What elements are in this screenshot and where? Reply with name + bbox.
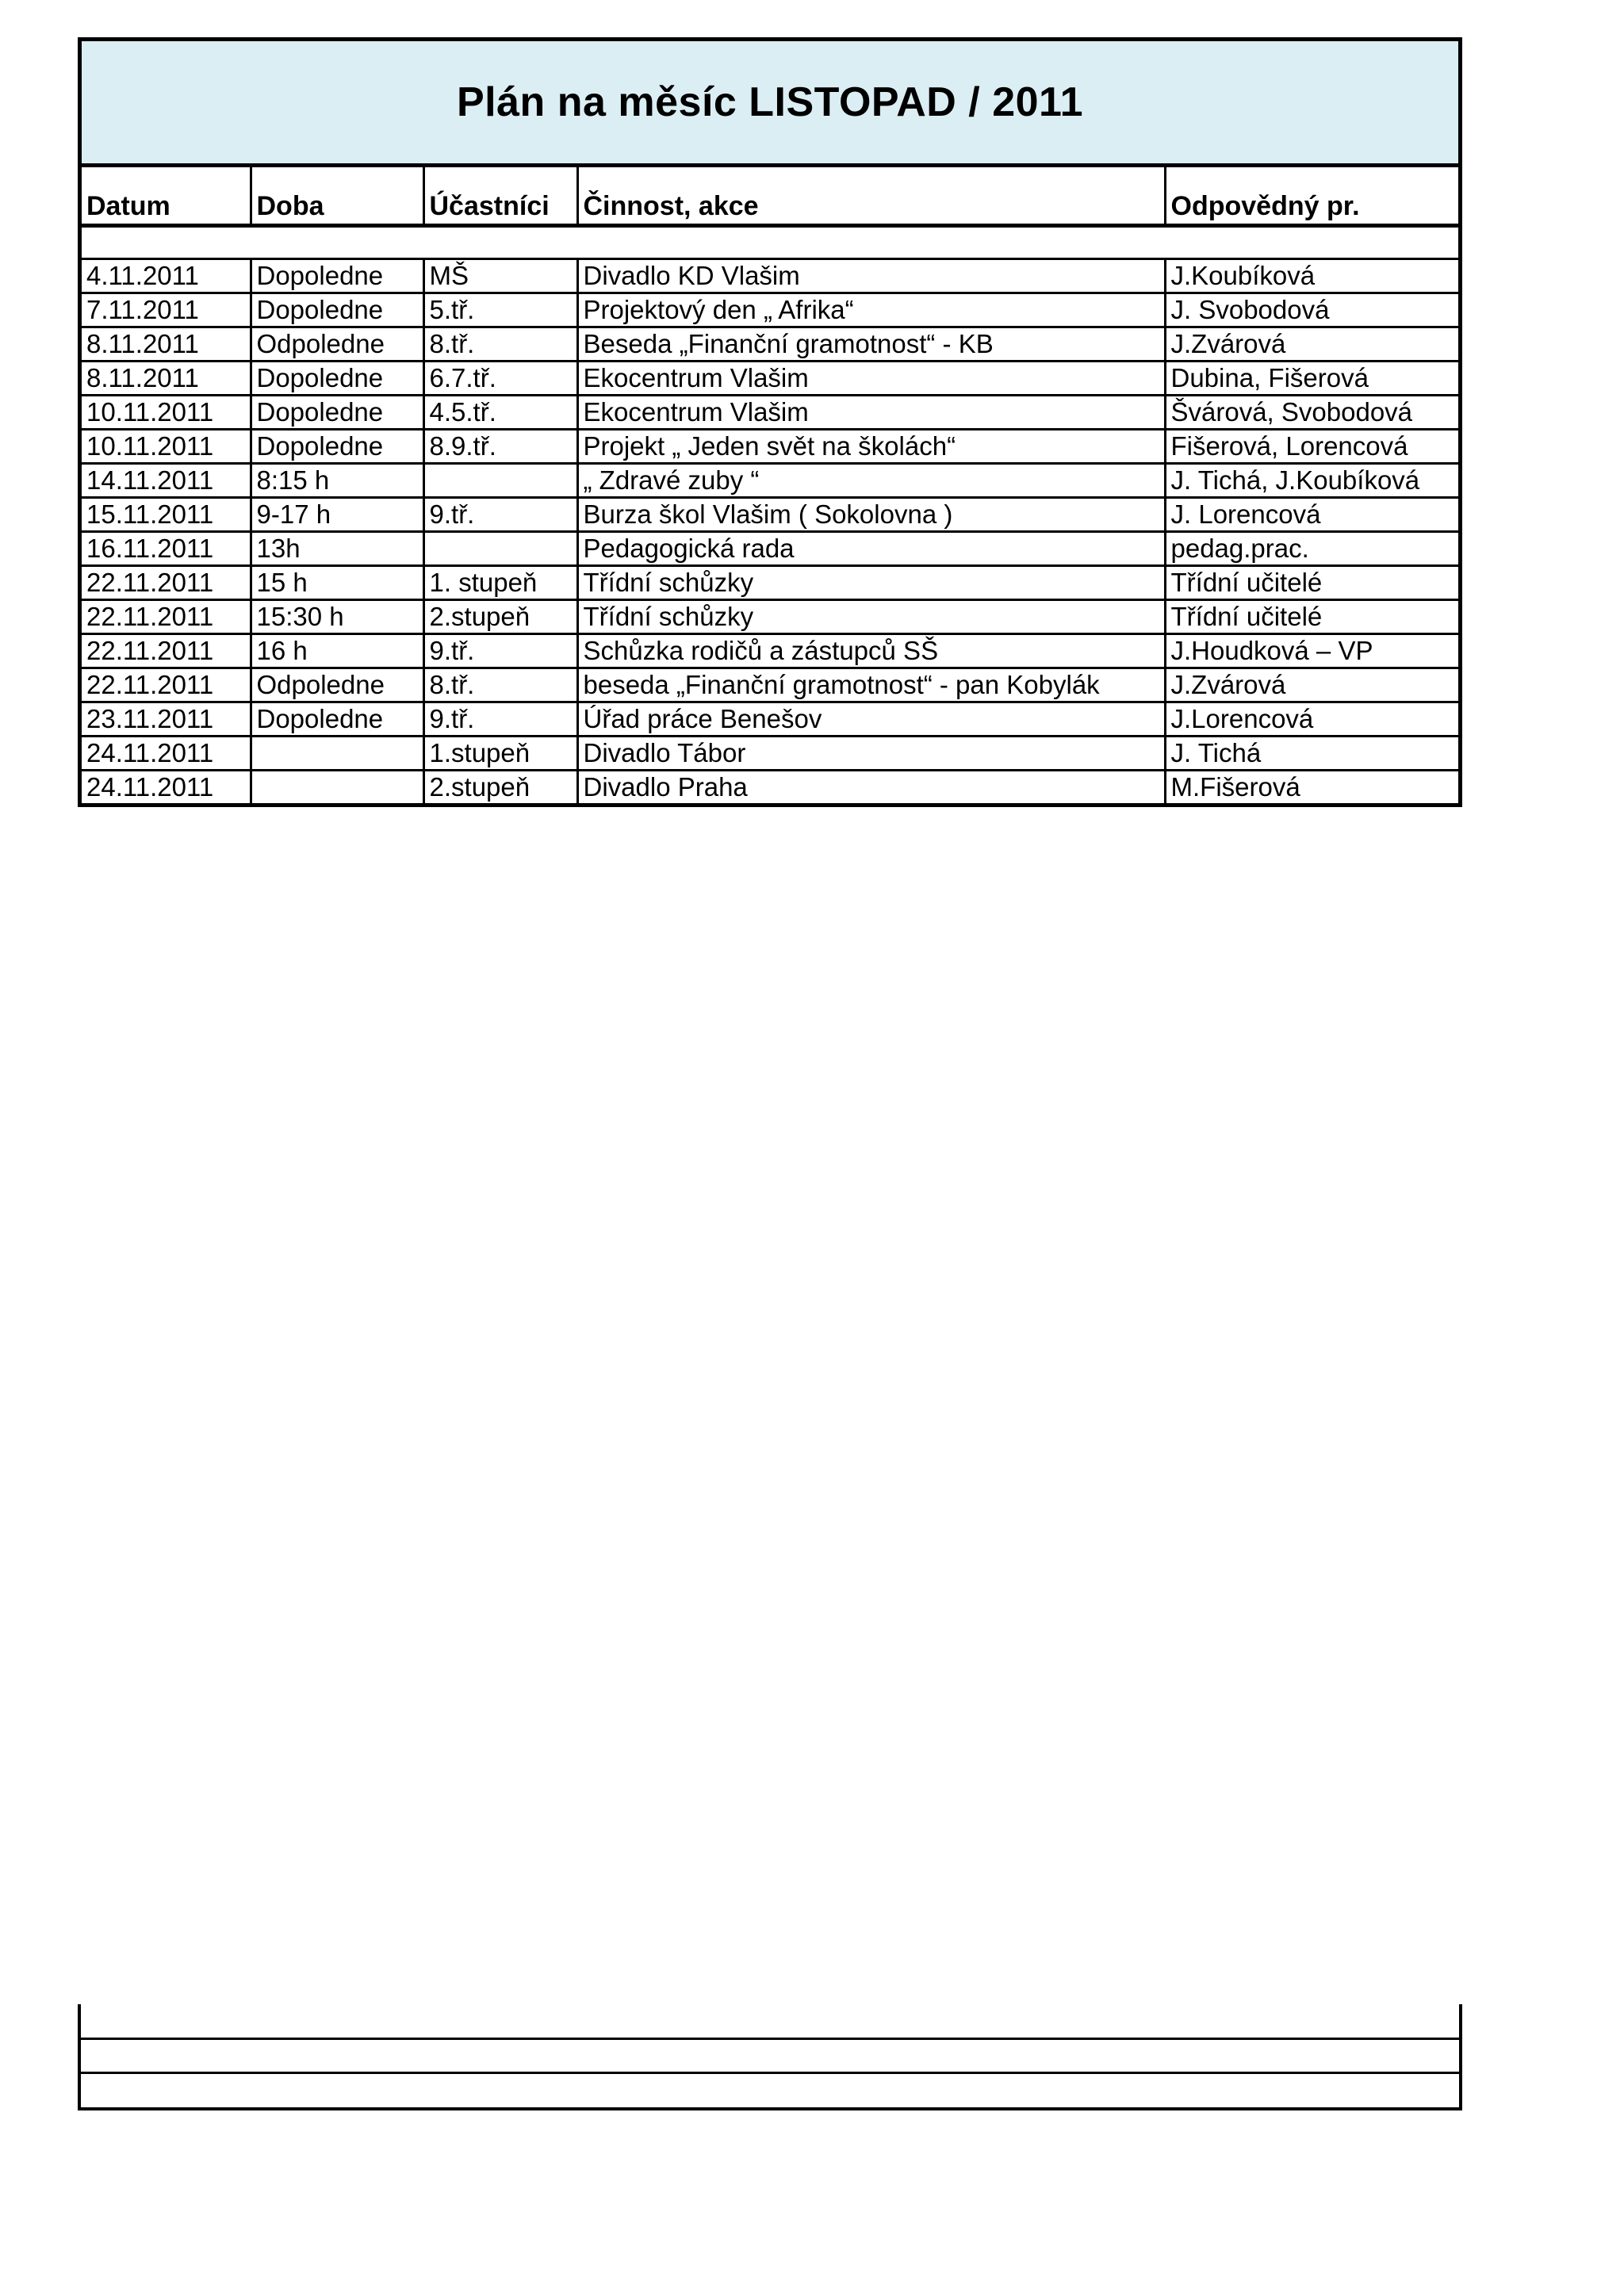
doba-cell: 15 h: [251, 566, 423, 600]
cinnost-cell: Třídní schůzky: [577, 600, 1165, 634]
blank-row: [82, 226, 1458, 259]
datum-cell: 22.11.2011: [82, 668, 251, 702]
doba-cell: Dopoledne: [251, 702, 423, 737]
datum-cell: 23.11.2011: [82, 702, 251, 737]
header-row: [82, 167, 1458, 226]
odpovedny-cell: J.Zvárová: [1165, 327, 1458, 362]
ucastnici-cell: 9.tř.: [423, 498, 577, 532]
doba-cell: Dopoledne: [251, 396, 423, 430]
ucastnici-cell: 2.stupeň: [423, 771, 577, 804]
ucastnici-cell: 5.tř.: [423, 293, 577, 327]
bottom-row-divider: [81, 2038, 1459, 2040]
bottom-empty-table: [78, 2004, 1462, 2110]
odpovedny-cell: J.Houdková – VP: [1165, 634, 1458, 668]
doba-cell: [251, 737, 423, 771]
odpovedny-cell: Fišerová, Lorencová: [1165, 430, 1458, 464]
table-row: [82, 702, 1458, 737]
table-row: [82, 668, 1458, 702]
datum-cell: 10.11.2011: [82, 430, 251, 464]
datum-cell: 15.11.2011: [82, 498, 251, 532]
table-row: [82, 532, 1458, 566]
doba-cell: 13h: [251, 532, 423, 566]
doba-cell: 16 h: [251, 634, 423, 668]
ucastnici-cell: 9.tř.: [423, 634, 577, 668]
datum-cell: 8.11.2011: [82, 362, 251, 396]
cinnost-cell: Burza škol Vlašim ( Sokolovna ): [577, 498, 1165, 532]
datum-cell: 14.11.2011: [82, 464, 251, 498]
cinnost-cell: Beseda „Finanční gramotnost“ - KB: [577, 327, 1165, 362]
ucastnici-cell: [423, 532, 577, 566]
doba-cell: [251, 771, 423, 804]
odpovedny-cell: Třídní učitelé: [1165, 600, 1458, 634]
ucastnici-cell: 6.7.tř.: [423, 362, 577, 396]
doba-cell: Dopoledne: [251, 259, 423, 293]
cinnost-cell: „ Zdravé zuby “: [577, 464, 1165, 498]
ucastnici-cell: 1.stupeň: [423, 737, 577, 771]
column-header-odpovedny: Odpovědný pr.: [1165, 167, 1458, 226]
odpovedny-cell: J. Svobodová: [1165, 293, 1458, 327]
datum-cell: 8.11.2011: [82, 327, 251, 362]
odpovedny-cell: J.Zvárová: [1165, 668, 1458, 702]
datum-cell: 16.11.2011: [82, 532, 251, 566]
ucastnici-cell: 8.tř.: [423, 327, 577, 362]
cinnost-cell: beseda „Finanční gramotnost“ - pan Kobylák: [577, 668, 1165, 702]
column-header-datum: Datum: [82, 167, 251, 226]
odpovedny-cell: Švárová, Svobodová: [1165, 396, 1458, 430]
odpovedny-cell: Třídní učitelé: [1165, 566, 1458, 600]
table-row: [82, 362, 1458, 396]
ucastnici-cell: 1. stupeň: [423, 566, 577, 600]
table-row: [82, 600, 1458, 634]
odpovedny-cell: J. Tichá, J.Koubíková: [1165, 464, 1458, 498]
table-row: [82, 566, 1458, 600]
datum-cell: 4.11.2011: [82, 259, 251, 293]
table-row: [82, 634, 1458, 668]
page-title: Plán na měsíc LISTOPAD / 2011: [456, 79, 1084, 125]
table-row: [82, 396, 1458, 430]
column-header-doba: Doba: [251, 167, 423, 226]
doba-cell: Dopoledne: [251, 293, 423, 327]
doba-cell: Odpoledne: [251, 327, 423, 362]
ucastnici-cell: [423, 464, 577, 498]
odpovedny-cell: M.Fišerová: [1170, 772, 1300, 802]
cinnost-cell: Ekocentrum Vlašim: [577, 362, 1165, 396]
odpovedny-cell: pedag.prac.: [1165, 532, 1458, 566]
ucastnici-cell: MŠ: [423, 259, 577, 293]
datum-cell: 22.11.2011: [82, 600, 251, 634]
odpovedny-cell: J. Lorencová: [1165, 498, 1458, 532]
table-row: [82, 498, 1458, 532]
cinnost-cell: Divadlo KD Vlašim: [577, 259, 1165, 293]
odpovedny-cell: J.Koubíková: [1165, 259, 1458, 293]
datum-cell: 22.11.2011: [82, 634, 251, 668]
column-header-ucastnici: Účastníci: [423, 167, 577, 226]
table-row: [82, 771, 1458, 804]
blank-cell: [82, 226, 1458, 259]
table-row: [82, 327, 1458, 362]
table-row: [82, 464, 1458, 498]
table-row: [82, 737, 1458, 771]
cinnost-cell: Projekt „ Jeden svět na školách“: [577, 430, 1165, 464]
doba-cell: Dopoledne: [251, 430, 423, 464]
table-row: [82, 430, 1458, 464]
doba-cell: 15:30 h: [251, 600, 423, 634]
datum-cell: 7.11.2011: [82, 293, 251, 327]
table-row: [82, 259, 1458, 293]
doba-cell: 8:15 h: [251, 464, 423, 498]
plan-table-frame: [78, 37, 1462, 807]
ucastnici-cell: 2.stupeň: [423, 600, 577, 634]
cinnost-cell: Divadlo Praha: [577, 771, 1165, 804]
bottom-row-divider: [81, 2072, 1459, 2074]
ucastnici-cell: 9.tř.: [423, 702, 577, 737]
ucastnici-cell: 4.5.tř.: [423, 396, 577, 430]
cinnost-cell: Schůzka rodičů a zástupců SŠ: [577, 634, 1165, 668]
table-row: [82, 293, 1458, 327]
cinnost-cell: Pedagogická rada: [577, 532, 1165, 566]
odpovedny-cell: Dubina, Fišerová: [1165, 362, 1458, 396]
doba-cell: Dopoledne: [251, 362, 423, 396]
cinnost-cell: Třídní schůzky: [577, 566, 1165, 600]
odpovedny-cell: J. Tichá: [1165, 737, 1458, 771]
ucastnici-cell: 8.tř.: [423, 668, 577, 702]
column-header-cinnost: Činnost, akce: [577, 167, 1165, 226]
cinnost-cell: Divadlo Tábor: [577, 737, 1165, 771]
cinnost-cell: Projektový den „ Afrika“: [577, 293, 1165, 327]
datum-cell: 22.11.2011: [82, 566, 251, 600]
doba-cell: 9-17 h: [251, 498, 423, 532]
datum-cell: 10.11.2011: [82, 396, 251, 430]
datum-cell: 24.11.2011: [82, 737, 251, 771]
cinnost-cell: Ekocentrum Vlašim: [577, 396, 1165, 430]
ucastnici-cell: 8.9.tř.: [423, 430, 577, 464]
plan-table: [82, 167, 1458, 803]
odpovedny-cell: J.Lorencová: [1165, 702, 1458, 737]
cinnost-cell: Úřad práce Benešov: [577, 702, 1165, 737]
datum-cell: 24.11.2011: [82, 771, 251, 804]
doba-cell: Odpoledne: [251, 668, 423, 702]
title-banner: [82, 41, 1458, 167]
